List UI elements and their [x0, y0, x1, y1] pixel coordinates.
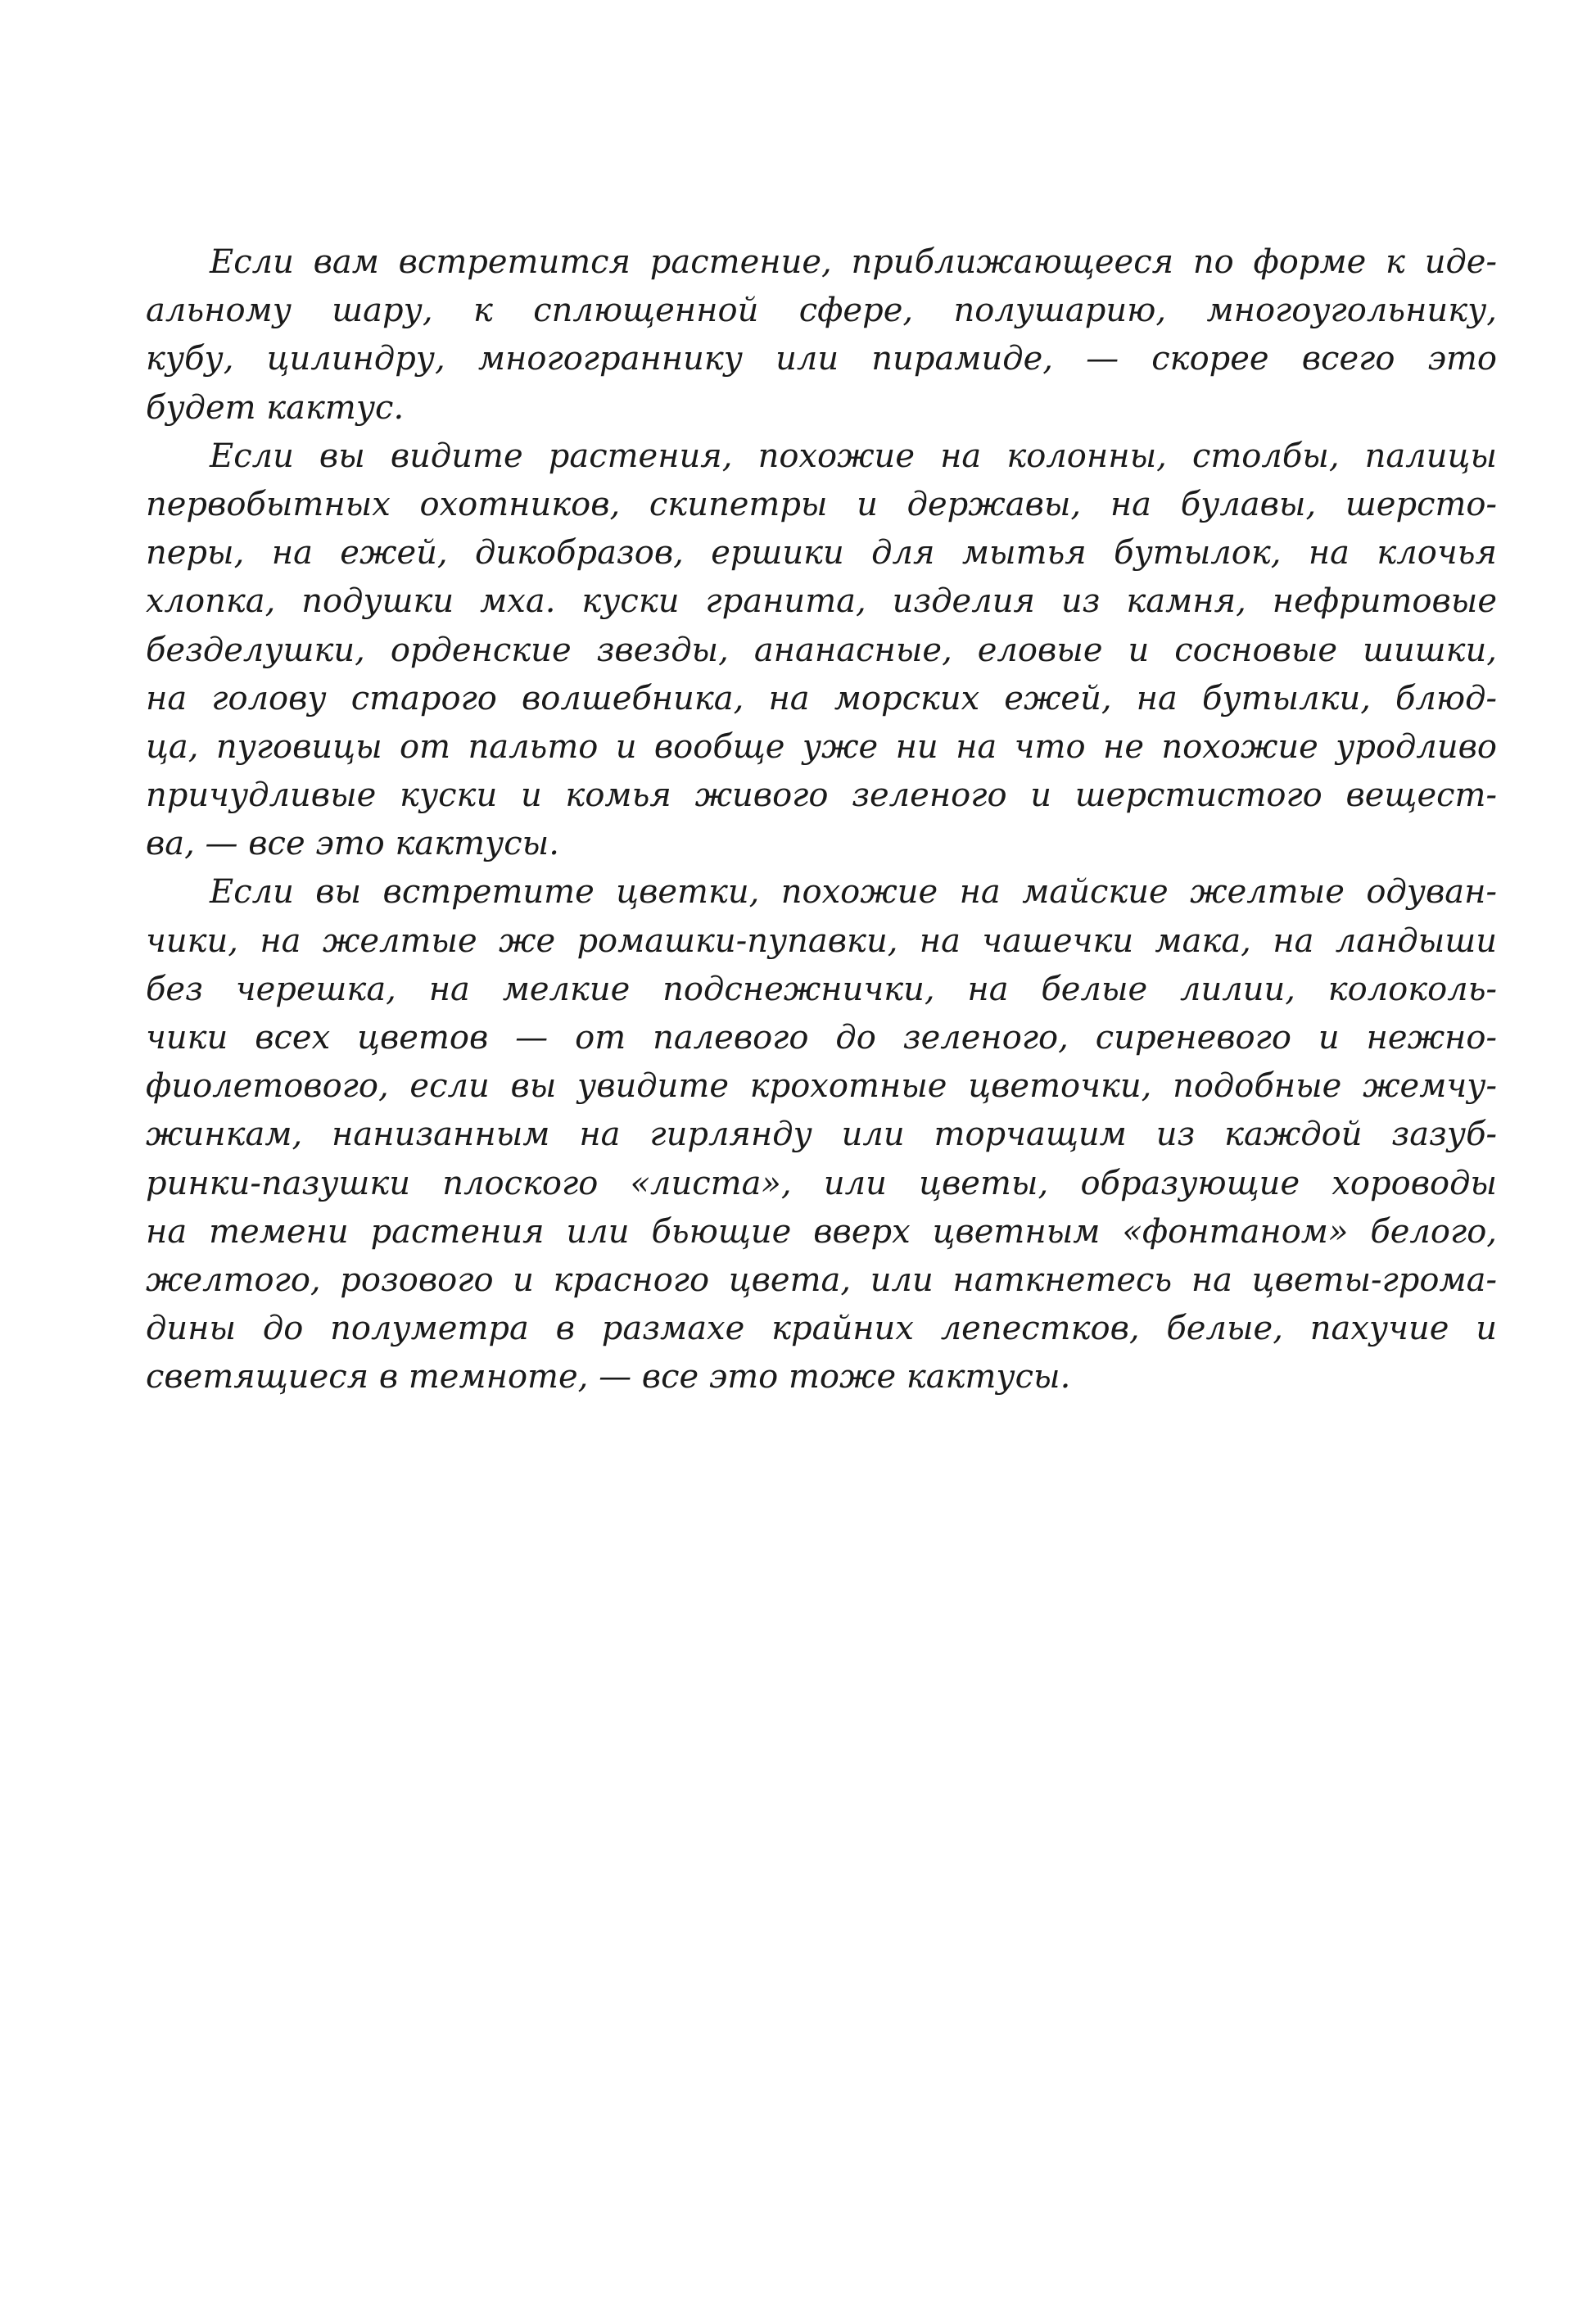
text-line: первобытных охотников, скипетры и державы, на булавы, шерсто- [146, 485, 1497, 523]
paragraph-1 [146, 238, 1497, 432]
text-line: светящиеся в темноте, — все это тоже кактусы. [146, 1358, 1071, 1396]
text-line: Если вы встретите цветки, похожие на майские желтые одуван- [210, 873, 1497, 912]
body-text [146, 238, 1497, 1402]
text-line: желтого, розового и красного цвета, или наткнетесь на цветы-грома- [146, 1261, 1497, 1299]
paragraph-3 [146, 868, 1497, 1401]
text-line: дины до полуметра в размахе крайних лепестков, белые, пахучие и [146, 1310, 1497, 1348]
text-line: перы, на ежей, дикобразов, ершики для мытья бутылок, на клочья [146, 534, 1497, 573]
text-line: ринки-пазушки плоского «листа», или цветы, образующие хороводы [146, 1164, 1497, 1202]
text-line: жинкам, нанизанным на гирлянду или торчащим из каждой зазуб- [146, 1116, 1497, 1154]
text-line: ца, пуговицы от пальто и вообще уже ни на что не похожие уродливо [146, 727, 1497, 766]
text-line: будет кактус. [146, 388, 405, 427]
text-line: кубу, цилиндру, многограннику или пирамиде, — скорее всего это [146, 340, 1497, 378]
text-line: чики всех цветов — от палевого до зеленого, сиреневого и нежно- [146, 1019, 1497, 1057]
text-line: чики, на желтые же ромашки-пупавки, на чашечки мака, на ландыши [146, 921, 1497, 960]
text-line: причудливые куски и комья живого зеленого и шерстистого вещест- [146, 776, 1497, 815]
text-line: на голову старого волшебника, на морских ежей, на бутылки, блюд- [146, 679, 1497, 717]
text-line: безделушки, орденские звезды, ананасные, еловые и сосновые шишки, [146, 631, 1497, 669]
text-line: альному шару, к сплющенной сфере, полушарию, многоугольнику, [146, 292, 1497, 330]
text-line: фиолетового, если вы увидите крохотные цветочки, подобные жемчу- [146, 1067, 1497, 1106]
text-line: хлопка, подушки мха. куски гранита, изделия из камня, нефритовые [146, 582, 1497, 621]
text-line: на темени растения или бьющие вверх цветным «фонтаном» белого, [146, 1212, 1497, 1251]
paragraph-2 [146, 432, 1497, 869]
text-line: ва, — все это кактусы. [146, 825, 559, 863]
text-line: без черешка, на мелкие подснежнички, на белые лилии, колоколь- [146, 970, 1497, 1008]
text-line: Если вам встретится растение, приближающееся по форме к иде- [210, 243, 1497, 281]
text-line: Если вы видите растения, похожие на колонны, столбы, палицы [210, 437, 1497, 475]
